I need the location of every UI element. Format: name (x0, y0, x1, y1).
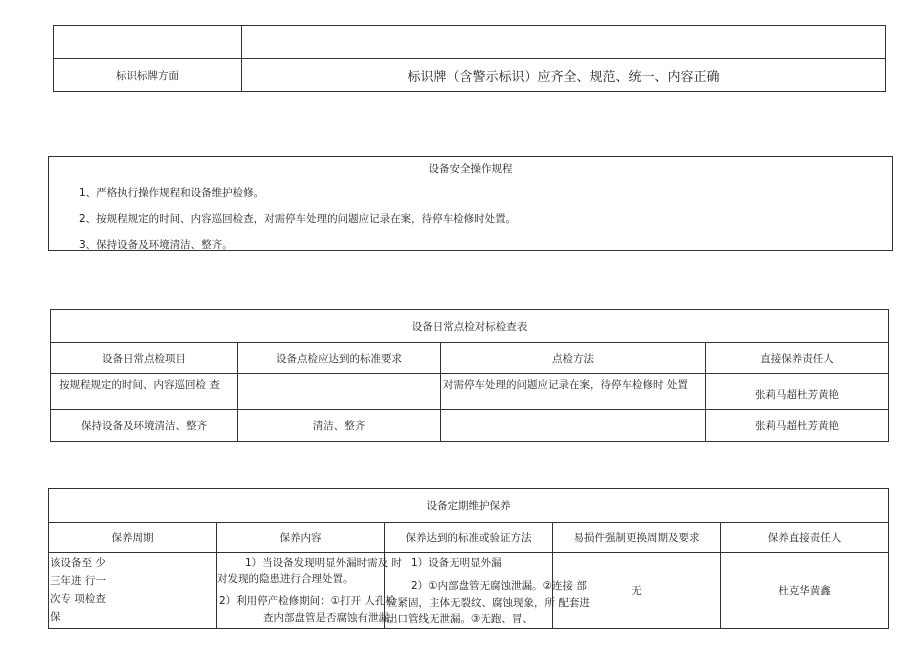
maintenance-cycle-line: 该设备至 少 (50, 557, 106, 569)
safety-procedures (48, 156, 893, 251)
maintenance-content-line: 2）利用停产检修期间：①打开 人孔检 (219, 595, 396, 607)
maintenance-header-standard: 保养达到的标准或验证方法 (385, 523, 553, 553)
daily-check-row2-method (441, 410, 706, 442)
daily-check-row2-person: 张莉马超杜芳黄艳 (706, 410, 889, 442)
safety-item-1: 1、严格执行操作规程和设备维护检修。 (79, 187, 265, 199)
safety-title: 设备安全操作规程 (428, 163, 513, 175)
maintenance-title: 设备定期维护保养 (49, 489, 889, 523)
maintenance-content-line: 1）当设备发现明显外漏时需及 时 (245, 557, 403, 569)
daily-check-header-standard: 设备点检应达到的标准要求 (238, 343, 441, 374)
daily-check-row1-method: 对需停车处理的问题应记录在案，待停车检修时 处置 (441, 374, 706, 410)
maintenance-content-cell (217, 553, 403, 629)
sign-table-label: 标识标牌方面 (54, 59, 242, 92)
maintenance-standard-line: 2）①内部盘管无腐蚀泄漏。②连接 部 (411, 580, 587, 592)
maintenance-standard-line: 出口管线无泄漏。③无跑、冒、 (387, 613, 533, 625)
maintenance-header-content: 保养内容 (217, 523, 385, 553)
maintenance-cycle-line: 三年进 行一 (50, 575, 106, 587)
safety-item-2: 2、按规程规定的时间、内容巡回检查，对需停车处理的问题应记录在案，待停车检修时处置。 (79, 213, 517, 225)
maintenance-cycle-cell (49, 553, 217, 629)
daily-check-row1-person: 张莉马超杜芳黄艳 (706, 374, 889, 410)
sign-table (53, 25, 886, 91)
daily-check-row2-item: 保持设备及环境清洁、整齐 (51, 410, 238, 442)
maintenance-header-person: 保养直接责任人 (721, 523, 889, 553)
maintenance-table (48, 488, 889, 628)
daily-check-title: 设备日常点检对标检查表 (51, 310, 889, 343)
daily-check-header-person: 直接保养责任人 (706, 343, 889, 374)
sign-table-empty-left (54, 26, 242, 59)
sign-table-content: 标识牌（含警示标识）应齐全、规范、统一、内容正确 (242, 59, 886, 92)
safety-item-3: 3、保持设备及环境清洁、整齐。 (79, 239, 233, 251)
daily-check-table (50, 309, 889, 441)
daily-check-row2-standard: 清洁、整齐 (238, 410, 441, 442)
maintenance-standard-line: 1）设备无明显外漏 (411, 557, 502, 569)
maintenance-header-parts: 易损件强制更换周期及要求 (553, 523, 721, 553)
maintenance-content-line: 查内部盘管是否腐蚀有泄漏， (263, 612, 400, 624)
maintenance-content-line: 对发现的隐患进行合理处置。 (217, 573, 354, 585)
daily-check-row1-item: 按规程规定的时间、内容巡回检 查 (51, 374, 238, 410)
maintenance-standard-line: 位紧固，主体无裂纹、腐蚀现象，所 配套进 (387, 597, 590, 609)
maintenance-person: 杜克华黄鑫 (721, 553, 889, 629)
maintenance-cycle-line: 保 (50, 611, 61, 623)
maintenance-cycle-line: 次专 项检查 (50, 593, 106, 605)
maintenance-header-cycle: 保养周期 (49, 523, 217, 553)
maintenance-parts: 无 (553, 553, 721, 629)
daily-check-row1-standard (238, 374, 441, 410)
sign-table-empty-right (242, 26, 886, 59)
maintenance-standard-cell (385, 553, 590, 629)
daily-check-header-method: 点检方法 (441, 343, 706, 374)
daily-check-header-item: 设备日常点检项目 (51, 343, 238, 374)
